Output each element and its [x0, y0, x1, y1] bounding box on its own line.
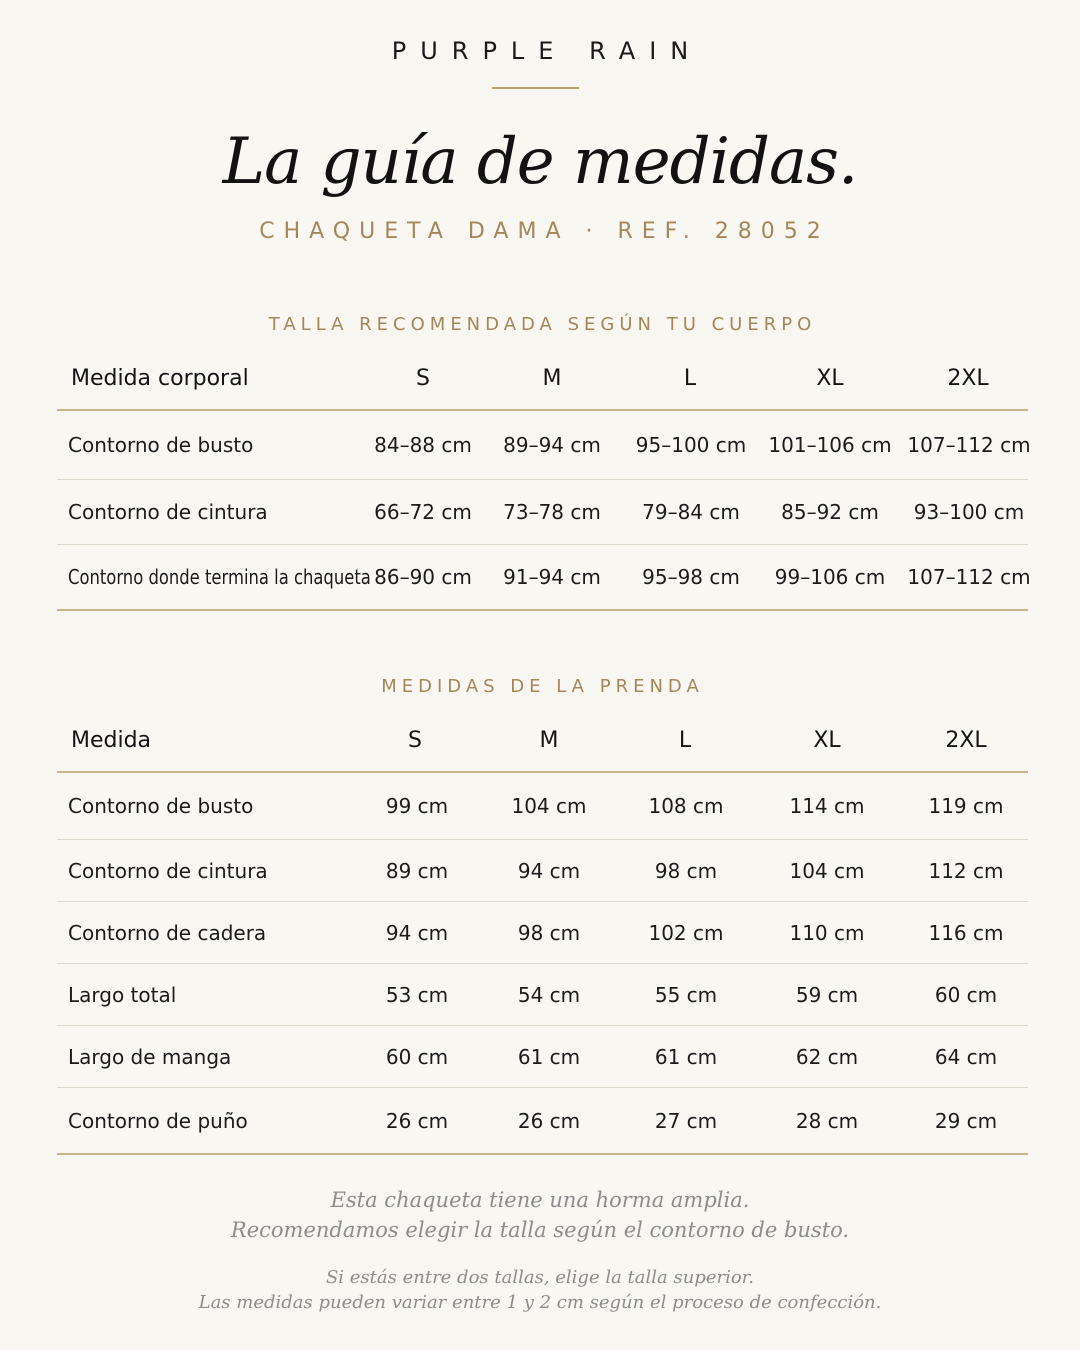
tolerance-note: Las medidas pueden variar entre 1 y 2 cm según el proceso de confección.: [198, 1292, 882, 1313]
table-cell: 61 cm: [654, 1044, 718, 1069]
table-cell: 27 cm: [654, 1108, 718, 1133]
column-header-measure: Medida corporal: [71, 366, 249, 391]
table-cell: 29 cm: [934, 1108, 998, 1133]
column-header-m: M: [542, 366, 562, 391]
table-cell: 99 cm: [385, 794, 449, 818]
table-cell: 112 cm: [928, 858, 1004, 883]
table-cell: 89 cm: [385, 858, 449, 883]
table-cell: 93–100 cm: [913, 500, 1025, 524]
row-label-text: Contorno donde termina la chaqueta: [68, 565, 371, 589]
table-cell: 104 cm: [789, 858, 865, 883]
table-row: [57, 964, 1028, 1026]
table-row: [57, 411, 1031, 480]
table-cell: 101–106 cm: [768, 433, 892, 457]
body-size-table: [57, 348, 1031, 611]
row-label: Largo total: [68, 982, 177, 1007]
column-header-m: M: [539, 728, 559, 753]
table-cell: 85–92 cm: [781, 500, 879, 524]
product-subtitle: CHAQUETA DAMA · REF. 28052: [259, 219, 830, 244]
column-header-s: S: [408, 728, 422, 753]
table-header-row: [57, 348, 1028, 411]
recommendation-note: Recomendamos elegir la talla según el contorno de busto.: [230, 1218, 850, 1242]
garment-size-table: [57, 710, 1028, 1155]
table-cell: 98 cm: [517, 920, 581, 945]
column-header-2xl: 2XL: [945, 728, 987, 753]
column-header-measure: Medida: [71, 728, 152, 753]
table-cell: 99–106 cm: [774, 565, 886, 589]
table-cell: 26 cm: [385, 1108, 449, 1133]
table-cell: 84–88 cm: [374, 433, 472, 457]
table-cell: 95–98 cm: [642, 565, 740, 589]
row-label: Contorno de puño: [68, 1108, 248, 1133]
table-cell: 94 cm: [517, 858, 581, 883]
table-cell: 91–94 cm: [503, 565, 601, 589]
table-row: [57, 840, 1028, 902]
column-header-s: S: [416, 366, 430, 391]
table-cell: 59 cm: [795, 982, 859, 1007]
brand-divider: [492, 87, 579, 89]
section-title-garment: MEDIDAS DE LA PRENDA: [381, 676, 704, 697]
row-label: Contorno de cintura: [68, 500, 268, 524]
table-cell: 107–112 cm: [907, 565, 1031, 589]
table-row: [57, 480, 1028, 545]
size-advice-note: Si estás entre dos tallas, elige la talla superior.: [325, 1267, 755, 1288]
table-row: [57, 1088, 1028, 1155]
table-cell: 114 cm: [789, 794, 865, 818]
table-row: [57, 902, 1028, 964]
table-cell: 55 cm: [654, 982, 718, 1007]
table-cell: 60 cm: [934, 982, 998, 1007]
table-cell: 89–94 cm: [503, 433, 601, 457]
table-cell: 79–84 cm: [642, 500, 740, 524]
table-cell: 54 cm: [517, 982, 581, 1007]
row-label: Contorno de cadera: [68, 920, 267, 945]
column-header-2xl: 2XL: [947, 366, 989, 391]
table-header-row: [57, 710, 1028, 773]
brand-logo: PURPLE RAIN: [391, 37, 703, 65]
column-header-xl: XL: [813, 728, 841, 753]
table-cell: 98 cm: [654, 858, 718, 883]
table-cell: 60 cm: [385, 1044, 449, 1069]
table-cell: 110 cm: [789, 920, 865, 945]
table-cell: 119 cm: [928, 794, 1004, 818]
column-header-l: L: [683, 366, 697, 391]
table-cell: 53 cm: [385, 982, 449, 1007]
table-cell: 102 cm: [648, 920, 724, 945]
table-row: [57, 1026, 1028, 1088]
column-header-l: L: [678, 728, 692, 753]
table-cell: 107–112 cm: [907, 433, 1031, 457]
row-label: Contorno de busto: [68, 794, 254, 818]
table-cell: 95–100 cm: [635, 433, 747, 457]
section-title-body-size: TALLA RECOMENDADA SEGÚN TU CUERPO: [268, 314, 817, 335]
table-cell: 116 cm: [928, 920, 1004, 945]
table-cell: 108 cm: [648, 794, 724, 818]
table-cell: 26 cm: [517, 1108, 581, 1133]
table-cell: 73–78 cm: [503, 500, 601, 524]
row-label: Largo de manga: [68, 1044, 232, 1069]
row-label: Contorno de cintura: [68, 858, 268, 883]
table-cell: 64 cm: [934, 1044, 998, 1069]
column-header-xl: XL: [816, 366, 844, 391]
table-cell: 62 cm: [795, 1044, 859, 1069]
table-cell: 28 cm: [795, 1108, 859, 1133]
table-row: [57, 545, 1031, 611]
row-label: Contorno de busto: [68, 433, 254, 457]
table-cell: 66–72 cm: [374, 500, 472, 524]
table-cell: 86–90 cm: [374, 565, 472, 589]
table-row: [57, 773, 1028, 840]
page-title: La guía de medidas.: [222, 125, 858, 199]
table-cell: 61 cm: [517, 1044, 581, 1069]
table-cell: 104 cm: [511, 794, 587, 818]
fit-note: Esta chaqueta tiene una horma amplia.: [330, 1188, 750, 1212]
table-cell: 94 cm: [385, 920, 449, 945]
